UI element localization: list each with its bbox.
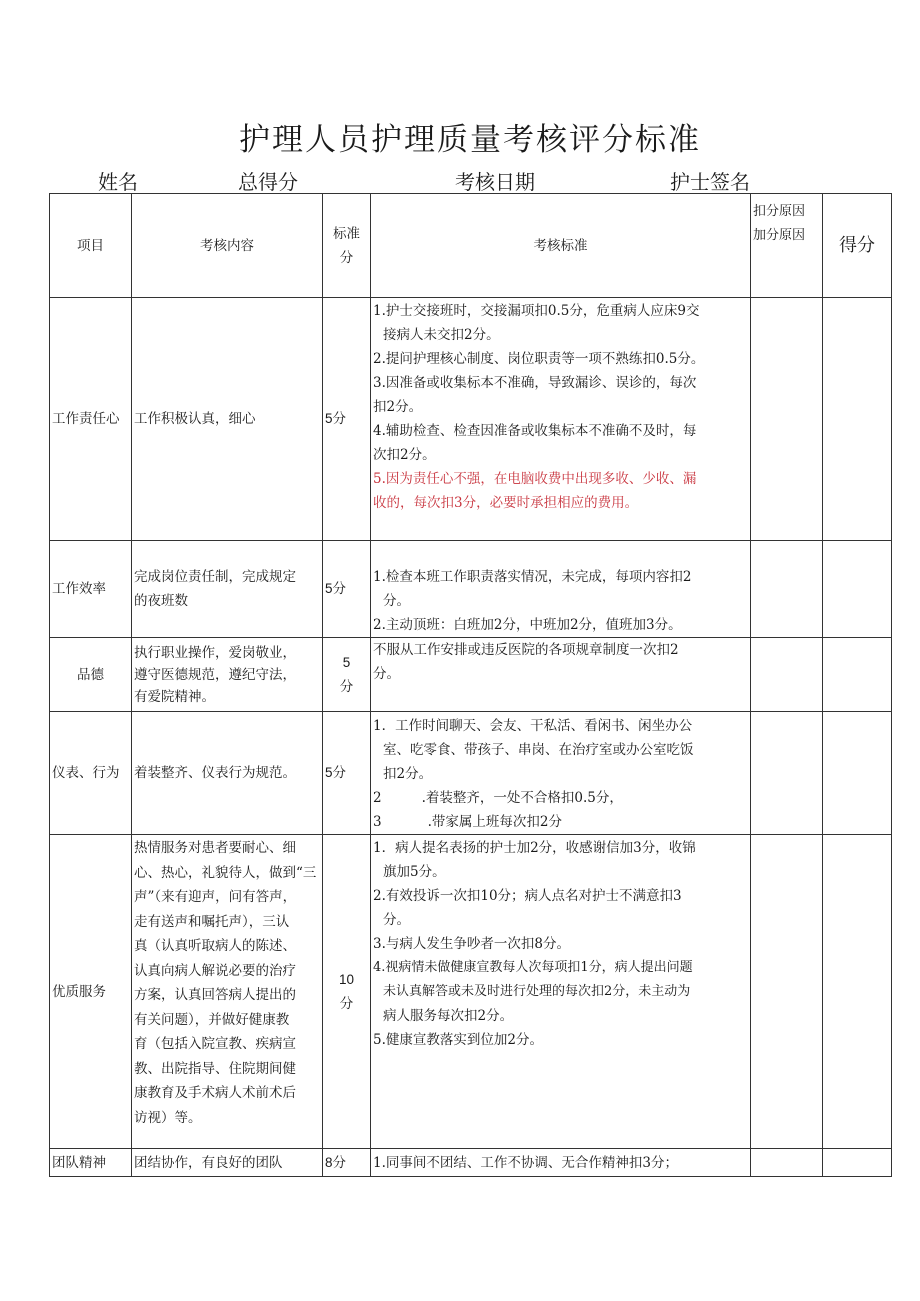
score-line: 10	[338, 971, 355, 987]
row-reason-cell[interactable]	[751, 298, 823, 541]
standard-line: 4.辅助检查、检查因准备或收集标本不准确不及时，每	[373, 423, 697, 439]
table-row	[50, 638, 892, 712]
table-row	[50, 1149, 892, 1177]
content-line: 完成岗位责任制，完成规定	[134, 569, 296, 585]
page-title: 护理人员护理质量考核评分标准	[239, 122, 701, 158]
row-item: 工作效率	[50, 541, 132, 638]
row-item: 工作责任心	[50, 298, 132, 541]
row-got-score-cell[interactable]	[823, 712, 892, 835]
content-line: 心、热心，礼貌待人，做到“三	[134, 864, 317, 881]
signature-field-label: 护士签名	[670, 170, 750, 194]
content-line: 有关问题），并做好健康教	[134, 1011, 290, 1028]
row-reason-cell[interactable]	[751, 1149, 823, 1177]
row-standards	[371, 541, 751, 638]
standard-line: 4.视病情未做健康宣教每人次每项扣1分，病人提出问题	[373, 960, 693, 975]
header-score-line1: 标准	[333, 225, 360, 242]
name-field-label: 姓名	[98, 170, 138, 194]
row-got-score-cell[interactable]	[823, 835, 892, 1149]
row-got-score-cell[interactable]	[823, 298, 892, 541]
standard-line: 次扣2分。	[373, 447, 436, 463]
header-item: 项目	[50, 194, 132, 298]
header-content: 考核内容	[132, 194, 323, 298]
row-standards	[371, 835, 751, 1149]
row-item: 品德	[50, 638, 132, 712]
standard-line-text: .带家属上班每次扣2分	[427, 814, 562, 830]
header-reason-line1: 扣分原因	[753, 204, 806, 219]
standard-line: 1．工作时间聊天、会友、干私活、看闲书、闲坐办公	[373, 718, 693, 734]
row-standards	[371, 298, 751, 541]
standard-line: 3.因准备或收集标本不准确，导致漏诊、误诊的，每次	[373, 375, 697, 391]
standard-line: 分。	[373, 666, 400, 682]
row-content	[132, 638, 323, 712]
row-content: 团结协作，有良好的团队	[132, 1149, 323, 1177]
header-reason-line2: 加分原因	[753, 228, 806, 243]
row-score: 5分	[323, 712, 371, 835]
header-got-score: 得分	[823, 194, 892, 298]
row-content: 着装整齐、仪表行为规范。	[132, 712, 323, 835]
row-content: 工作积极认真，细心	[132, 298, 323, 541]
header-standard: 考核标准	[371, 194, 751, 298]
row-content	[132, 835, 323, 1149]
content-line: 认真向病人解说必要的治疗	[134, 962, 296, 979]
standard-line	[373, 786, 748, 810]
row-item: 优质服务	[50, 835, 132, 1149]
standard-line	[373, 810, 748, 834]
row-score: 8分	[323, 1149, 371, 1177]
row-reason-cell[interactable]	[751, 638, 823, 712]
standard-line: 未认真解答或未及时进行处理的每次扣2分，未主动为	[383, 984, 691, 999]
standard-line: 2.有效投诉一次扣10分；病人点名对护士不满意扣3	[373, 888, 682, 904]
standard-line: 2.提问护理核心制度、岗位职责等一项不熟练扣0.5分。	[373, 351, 705, 367]
content-line: 的夜班数	[134, 593, 188, 609]
header-score	[323, 194, 371, 298]
row-standards	[371, 1149, 751, 1177]
table-row	[50, 712, 892, 835]
table-header-row	[50, 194, 892, 298]
header-reason	[751, 194, 823, 298]
standard-line-text: .着装整齐，一处不合格扣0.5分，	[421, 790, 623, 806]
standard-line-number: 2	[373, 790, 382, 806]
row-reason-cell[interactable]	[751, 712, 823, 835]
row-standards	[371, 638, 751, 712]
standard-line: 扣2分。	[373, 399, 423, 415]
standard-line-highlight: 5.因为责任心不强，在电脑收费中出现多收、少收、漏	[373, 471, 697, 487]
table-row	[50, 835, 892, 1149]
content-line: 声”（来有迎声，问有答声，	[134, 889, 297, 905]
table-row	[50, 298, 892, 541]
content-line: 走有送声和嘱托声），三认	[134, 913, 290, 930]
date-field-label: 考核日期	[455, 170, 535, 194]
row-score	[323, 835, 371, 1149]
score-line: 分	[339, 995, 354, 1011]
row-score: 5分	[323, 541, 371, 638]
content-line: 方案，认真回答病人提出的	[134, 987, 296, 1003]
standard-line: 不服从工作安排或违反医院的各项规章制度一次扣2	[373, 642, 679, 658]
standard-line: 接病人未交扣2分。	[383, 327, 500, 343]
content-line: 执行职业操作，爱岗敬业，	[134, 644, 296, 661]
row-content	[132, 541, 323, 638]
content-line: 真（认真听取病人的陈述、	[134, 938, 296, 954]
standard-line: 扣2分。	[383, 766, 433, 782]
content-line: 热情服务对患者要耐心、细	[134, 840, 296, 856]
row-score	[323, 638, 371, 712]
total-score-field-label: 总得分	[238, 170, 298, 194]
standard-line: 室、吃零食、带孩子、串岗、在治疗室或办公室吃饭	[383, 742, 694, 758]
row-reason-cell[interactable]	[751, 835, 823, 1149]
standard-line: 1．病人提名表扬的护士加2分，收感谢信加3分，收锦	[373, 840, 696, 856]
row-item: 团队精神	[50, 1149, 132, 1177]
content-line: 访视）等。	[134, 1109, 202, 1126]
content-line: 育（包括入院宣教、疾病宣	[134, 1036, 296, 1052]
standard-line: 病人服务每次扣2分。	[383, 1008, 514, 1024]
standard-line: 1.同事间不团结、工作不协调、无合作精神扣3分；	[373, 1154, 678, 1171]
row-got-score-cell[interactable]	[823, 541, 892, 638]
header-fields	[0, 166, 920, 196]
standard-line: 分。	[383, 593, 410, 609]
row-score: 5分	[323, 298, 371, 541]
content-line: 康教育及手术病人术前术后	[134, 1085, 296, 1101]
row-got-score-cell[interactable]	[823, 638, 892, 712]
content-line: 有爱院精神。	[134, 688, 215, 705]
row-item: 仪表、行为	[50, 712, 132, 835]
score-line: 5	[342, 654, 351, 670]
header-score-line2: 分	[339, 249, 354, 266]
row-standards	[371, 712, 751, 835]
standard-line: 1.检查本班工作职责落实情况，未完成，每项内容扣2	[373, 569, 692, 585]
standard-line: 3.与病人发生争吵者一次扣8分。	[373, 936, 570, 952]
score-line: 分	[339, 678, 354, 694]
content-line: 教、出院指导、住院期间健	[134, 1060, 296, 1077]
standard-line-highlight: 收的，每次扣3分，必要时承担相应的费用。	[373, 495, 639, 511]
content-line: 遵守医德规范，遵纪守法，	[134, 666, 296, 683]
assessment-table	[49, 193, 892, 1177]
standard-line-number: 3	[373, 814, 382, 830]
standard-line: 1.护士交接班时，交接漏项扣0.5分，危重病人应床9交	[373, 303, 700, 319]
standard-line: 旗加5分。	[383, 864, 446, 880]
standard-line: 5.健康宣教落实到位加2分。	[373, 1032, 543, 1048]
row-reason-cell[interactable]	[751, 541, 823, 638]
standard-line: 分。	[383, 912, 410, 928]
row-got-score-cell[interactable]	[823, 1149, 892, 1177]
standard-line: 2.主动顶班：白班加2分，中班加2分，值班加3分。	[373, 617, 682, 633]
table-row	[50, 541, 892, 638]
